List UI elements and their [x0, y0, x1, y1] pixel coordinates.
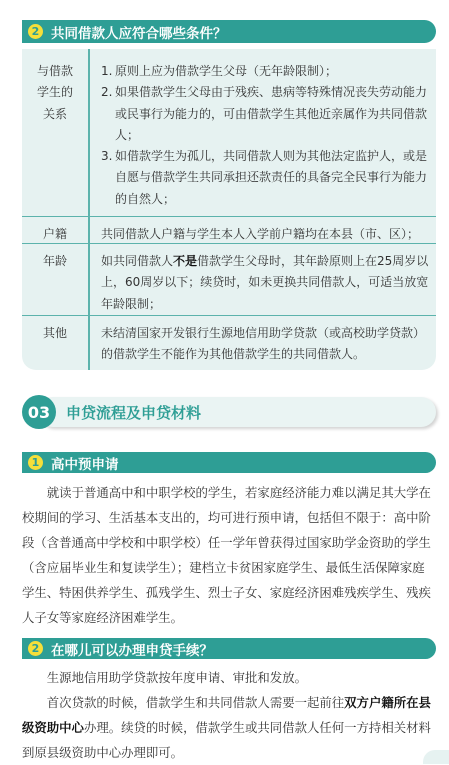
section-03-title: 申贷流程及申贷材料	[66, 404, 202, 422]
emphasis-text: 不是	[173, 254, 198, 268]
list-item: 3. 如借款学生为孤儿，共同借款人则为其他法定监护人，或是自愿与借款学生共同承担还款责任的具备完全民事行为能力的自然人；	[101, 149, 428, 206]
row-content: 如共同借款人不是借款学生父母时，其年龄原则上在25周岁以上，60周岁以下；续贷时，如未更换共同借款人，可适当放宽年龄限制；	[101, 254, 429, 311]
number-badge: 2	[28, 641, 43, 656]
row-label: 与借款学生的关系	[36, 64, 73, 121]
question-2-title: 共同借款人应符合哪些条件？	[51, 25, 227, 42]
row-content	[101, 61, 431, 210]
row-label: 户籍	[42, 227, 67, 241]
sub-1-header	[22, 452, 436, 473]
sub-2-paragraph: 生源地信用助学贷款按年度申请、审批和发放。 首次贷款的时候，借款学生和共同借款人需要一起前往双方户籍所在县级资助中心办理。续贷的时候，借款学生或共同借款人任何一方持相关材料到原县级资助中心办理即可。	[22, 670, 431, 760]
row-label: 其他	[42, 326, 67, 340]
list-item: 1. 原则上应为借款学生父母（无年龄限制）；	[101, 64, 338, 78]
decorative-corner	[423, 750, 449, 764]
sub-2-header	[22, 638, 436, 659]
section-03-header	[22, 395, 436, 429]
table-row-age	[22, 243, 436, 311]
emphasis-text: 双方户籍所在县级资助中心	[22, 695, 431, 735]
question-2-header	[22, 20, 436, 43]
sub-1-paragraph: 就读于普通高中和中职学校的学生，若家庭经济能力难以满足其大学在校期间的学习、生活基本支出的，均可进行预申请，包括但不限于：高中阶段（含普通高中学校和中职学校）任一学年曾获得过国家助学金资助的学生（含应届毕业生和复读学生）；建档立卡贫困家庭学生、最低生活保障家庭学生、特困供养学生、孤残学生、烈士子女、家庭经济困难残疾学生、残疾人子女等家庭经济困难学生。	[22, 485, 431, 625]
list-item: 2. 如果借款学生父母由于残疾、患病等特殊情况丧失劳动能力或民事行为能力的，可由借款学生其他近亲属作为共同借款人；	[101, 85, 428, 142]
table-row-other	[22, 315, 436, 362]
sub-2-title: 在哪儿可以办理申贷手续？	[51, 642, 213, 659]
row-content: 未结清国家开发银行生源地信用助学贷款（或高校助学贷款）的借款学生不能作为其他借款学生的共同借款人。	[101, 326, 426, 362]
sub-1-title: 高中预申请	[51, 456, 119, 473]
row-content: 共同借款人户籍与学生本人入学前户籍均在本县（市、区）；	[101, 227, 420, 241]
table-row-huji	[22, 216, 436, 241]
number-badge: 1	[28, 455, 43, 470]
row-label: 年龄	[42, 254, 67, 268]
conditions-table	[22, 49, 436, 370]
number-badge: 2	[28, 24, 43, 39]
section-number-badge: 03	[22, 395, 56, 429]
